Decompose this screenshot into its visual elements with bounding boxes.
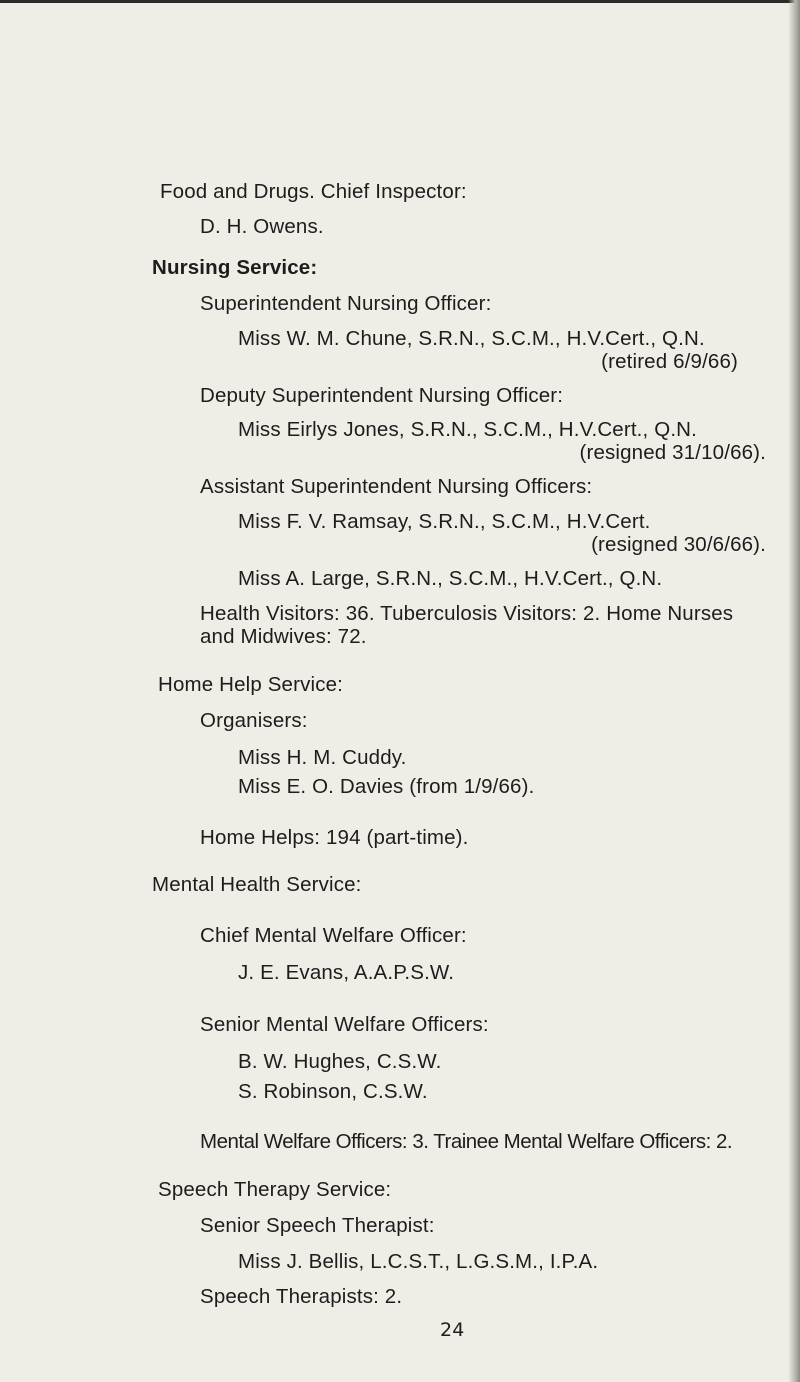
senior-mental-welfare-title: Senior Mental Welfare Officers: [200,1013,489,1036]
senior-mental-welfare-1: B. W. Hughes, C.S.W. [238,1050,442,1073]
chief-mental-welfare-title: Chief Mental Welfare Officer: [200,924,467,947]
assistant-2-name: Miss A. Large, S.R.N., S.C.M., H.V.Cert., Q.N. [238,567,663,590]
deputy-note: (resigned 31/10/66). [579,441,766,464]
page-number: 24 [440,1319,465,1341]
organisers-title: Organisers: [200,709,308,732]
speech-therapists-count: Speech Therapists: 2. [200,1285,403,1308]
senior-mental-welfare-2: S. Robinson, C.S.W. [238,1080,428,1103]
mental-welfare-officers-count: Mental Welfare Officers: 3. Trainee Mental Welfare Officers: 2. [200,1130,733,1153]
assistant-1-note: (resigned 30/6/66). [591,533,766,556]
deputy-title: Deputy Superintendent Nursing Officer: [200,384,564,407]
organiser-1: Miss H. M. Cuddy. [238,746,407,769]
nursing-service-heading: Nursing Service: [152,256,318,279]
superintendent-note: (retired 6/9/66) [601,350,738,373]
senior-speech-therapist-name: Miss J. Bellis, L.C.S.T., L.G.S.M., I.P.A. [238,1250,599,1273]
visitors-line-1: Health Visitors: 36. Tuberculosis Visitors: 2. Home Nurses [200,602,734,625]
superintendent-name: Miss W. M. Chune, S.R.N., S.C.M., H.V.Cert., Q.N. [238,327,705,350]
speech-therapy-heading: Speech Therapy Service: [158,1178,392,1201]
superintendent-title: Superintendent Nursing Officer: [200,292,492,315]
visitors-line-2: and Midwives: 72. [200,625,367,648]
home-helps-count: Home Helps: 194 (part-time). [200,826,469,849]
deputy-name: Miss Eirlys Jones, S.R.N., S.C.M., H.V.Cert., Q.N. [238,418,697,441]
senior-speech-therapist-title: Senior Speech Therapist: [200,1214,435,1237]
food-drugs-heading: Food and Drugs. Chief Inspector: [160,180,467,203]
assistant-1-name: Miss F. V. Ramsay, S.R.N., S.C.M., H.V.Cert. [238,510,651,533]
mental-health-heading: Mental Health Service: [152,873,362,896]
food-drugs-inspector-name: D. H. Owens. [200,215,324,238]
assistant-title: Assistant Superintendent Nursing Officers: [200,475,593,498]
chief-mental-welfare-name: J. E. Evans, A.A.P.S.W. [238,961,455,984]
home-help-heading: Home Help Service: [158,673,343,696]
organiser-2: Miss E. O. Davies (from 1/9/66). [238,775,535,798]
